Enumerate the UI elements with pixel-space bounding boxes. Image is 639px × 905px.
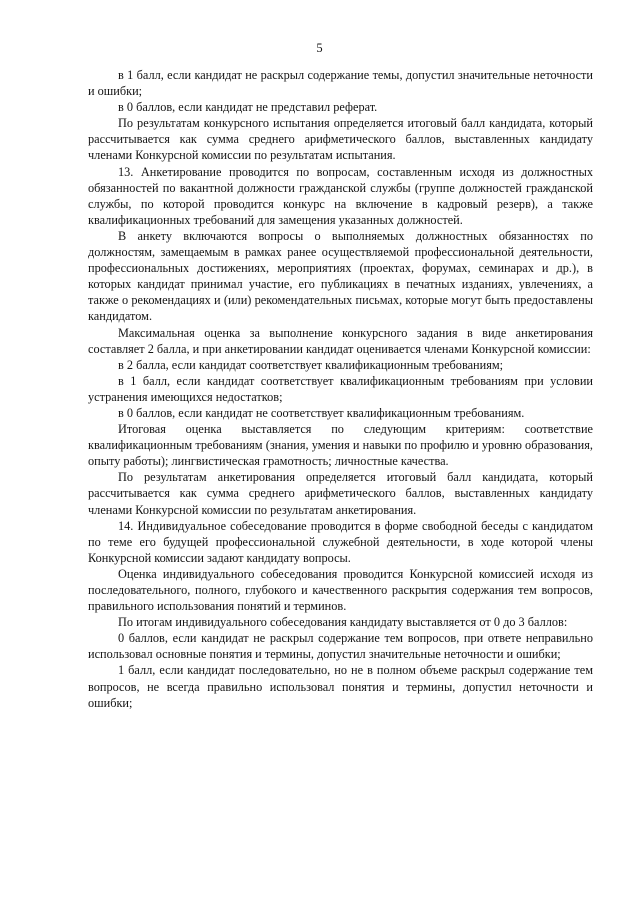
paragraph: Итоговая оценка выставляется по следующим критериям: соответствие квалификационным требованиям (знания, умения и навыки по профилю и уровню образования, опыту работы); лингвистическая грамотность; личностные качества. (88, 422, 593, 469)
paragraph: в 1 балл, если кандидат не раскрыл содержание темы, допустил значительные неточности и ошибки; (88, 68, 593, 99)
paragraph: 0 баллов, если кандидат не раскрыл содержание тем вопросов, при ответе неправильно использовал основные понятия и термины, допустил значительные неточности и ошибки; (88, 631, 593, 662)
paragraph: в 0 баллов, если кандидат не представил реферат. (118, 100, 378, 115)
paragraph: в 0 баллов, если кандидат не соответствует квалификационным требованиям. (118, 405, 525, 420)
paragraph: Максимальная оценка за выполнение конкурсного задания в виде анкетирования составляет 2 балла, и при анкетировании кандидат оценивается членами Конкурсной комиссии: (88, 325, 593, 356)
paragraph: Оценка индивидуального собеседования проводится Конкурсной комиссией исходя из последовательного, полного, глубокого и качественного раскрытия содержания тем вопросов, правильного использования понятий и терминов. (88, 566, 593, 614)
paragraph: 13. Анкетирование проводится по вопросам, составленным исходя из должностных обязанностей по вакантной должности гражданской службы (группе должностей гражданской службы, по которой проводится конкурс на включение в кадровый резерв), а также квалификационных требований для замещения указанных должностей. (88, 164, 593, 227)
paragraph: По результатам конкурсного испытания определяется итоговый балл кандидата, который рассчитывается как сумма среднего арифметического баллов, выставленных кандидату членами Конкурсной комиссии по результатам испытания. (88, 116, 593, 163)
paragraph: По итогам индивидуального собеседования кандидату выставляется от 0 до 3 баллов: (118, 615, 568, 630)
paragraph: В анкету включаются вопросы о выполняемых должностных обязанностях по должностям, замещаемым в рамках ранее осуществляемой профессиональной деятельности, профессиональных достижениях, мероприятиях (проектах, форумах, семинарах и др.), в которых кандидат принимал участие, его публикациях в печатных изданиях, увлечениях, а также о рекомендациях и (или) рекомендательных письмах, которые могут быть предоставлены кандидатом. (88, 228, 593, 324)
paragraph: в 1 балл, если кандидат соответствует квалификационным требованиям при условии устранения имеющихся недостатков; (88, 373, 593, 404)
paragraph: 1 балл, если кандидат последовательно, но не в полном объеме раскрыл содержание тем вопросов, не всегда правильно использовал понятия и термины, допустил неточности и ошибки; (88, 663, 593, 710)
paragraph: По результатам анкетирования определяется итоговый балл кандидата, который рассчитывается как сумма среднего арифметического баллов, выставленных кандидату членами Конкурсной комиссии по результатам анкетирования. (88, 470, 593, 517)
paragraph: 14. Индивидуальное собеседование проводится в форме свободной беседы с кандидатом по теме его будущей профессиональной служебной деятельности, в ходе которой члены Конкурсной комиссии задают кандидату вопросы. (88, 518, 593, 565)
page-number: 5 (316, 41, 323, 55)
paragraph: в 2 балла, если кандидат соответствует квалификационным требованиям; (118, 357, 504, 372)
document-body (88, 67, 593, 711)
